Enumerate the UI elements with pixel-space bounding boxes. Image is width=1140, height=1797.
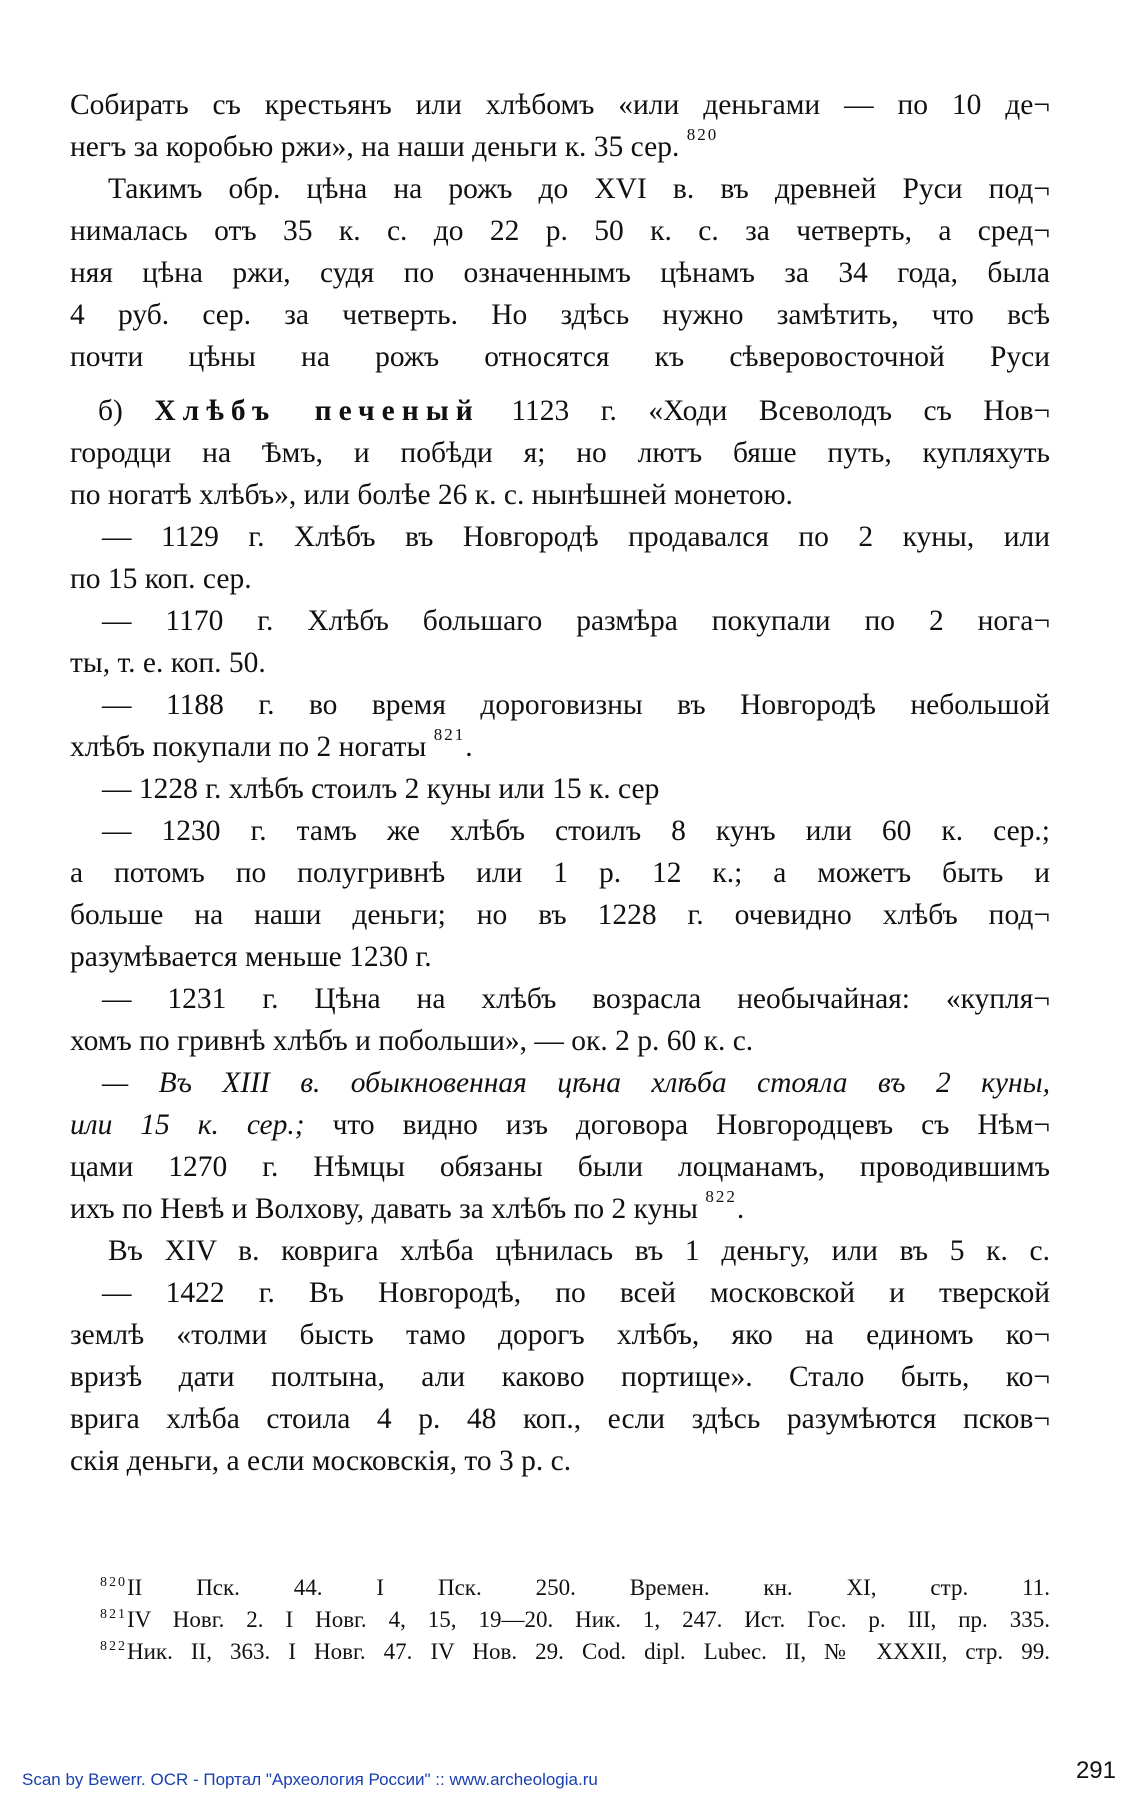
text-line: — 1129 г. Хлѣбъ въ Новгородѣ продавался по 2 куны, или — [102, 521, 1050, 553]
text-line: — 1231 г. Цѣна на хлѣбъ возрасла необычайная: «купля¬ — [102, 983, 1050, 1015]
footnote-ref: 822 — [705, 1187, 737, 1206]
footnote: $^{821}$IV Новг. 2. I Новг. 4, 15, 19—20. Ник. 1, 247. Ист. Гос. р. III, пр. 335. — [100, 1607, 1050, 1632]
footnote-number: 820 — [100, 1575, 127, 1590]
text-line: ихъ по Невѣ и Волхову, давать за хлѣбъ по 2 куны $^{822}$. — [70, 1187, 745, 1225]
page-body — [70, 84, 1050, 1482]
footnote-ref: 820 — [686, 125, 719, 144]
text-line: Въ XIV в. коврига хлѣба цѣнилась въ 1 деньгу, или въ 5 к. с. — [108, 1235, 1050, 1267]
text-line: или 15 к. сер.; что видно изъ договора Новгородцевъ съ Нѣм¬ — [70, 1109, 1050, 1141]
text-line: няя цѣна ржи, судя по означеннымъ цѣнамъ за 34 года, была — [70, 257, 1050, 289]
footnotes — [100, 1572, 1050, 1668]
text-line: — 1188 г. во время дороговизны въ Новгородѣ небольшой — [102, 689, 1050, 721]
footnote: $^{822}$Ник. II, 363. I Новг. 47. IV Нов. 29. Cod. dipl. Lubec. II, № XXXII, стр. 99. — [100, 1639, 1050, 1664]
text-line: разумѣвается меньше 1230 г. — [70, 941, 432, 973]
text-line: хомъ по гривнѣ хлѣбъ и побольши», — ок. 2 р. 60 к. с. — [70, 1025, 754, 1057]
text-line: ты, т. е. коп. 50. — [70, 647, 266, 679]
text-line: — 1170 г. Хлѣбъ большаго размѣра покупали по 2 нога¬ — [102, 605, 1050, 637]
text-line: скія деньги, а если московскія, то 3 р. с. — [70, 1445, 572, 1477]
footnote-number: 822 — [100, 1639, 127, 1654]
text-line: больше на наши деньги; но въ 1228 г. очевидно хлѣбъ под¬ — [70, 899, 1050, 931]
text-line: — 1422 г. Въ Новгородѣ, по всей московской и тверской — [102, 1277, 1050, 1309]
text-line: — 1230 г. тамъ же хлѣбъ стоилъ 8 кунъ или 60 к. сер.; — [102, 815, 1050, 847]
text-line: по 15 коп. сер. — [70, 563, 252, 595]
text-line: Собирать съ крестьянъ или хлѣбомъ «или деньгами — по 10 де¬ — [70, 89, 1050, 121]
text-line: а потомъ по полугривнѣ или 1 р. 12 к.; а можетъ быть и — [70, 857, 1050, 889]
text-line: нималась отъ 35 к. с. до 22 р. 50 к. с. за четверть, а сред¬ — [70, 215, 1050, 247]
page-number: 291 — [1075, 1757, 1116, 1784]
text-line: хлѣбъ покупали по 2 ногаты $^{821}$. — [70, 725, 473, 763]
text-line: — 1228 г. хлѣбъ стоилъ 2 куны или 15 к. сер — [102, 773, 660, 805]
text-line: Такимъ обр. цѣна на рожъ до XVI в. въ древней Руси под¬ — [108, 173, 1050, 205]
scan-credit: Scan by Bewerr. OCR - Портал "Археология России" :: www.archeologia.ru — [22, 1770, 598, 1789]
footnote-number: 821 — [100, 1607, 127, 1622]
text-line: по ногатѣ хлѣбъ», или болѣе 26 к. с. нынѣшней монетою. — [70, 479, 793, 511]
text-line: городци на Ѣмъ, и побѣди я; но лютъ бяше путь, купляхуть — [70, 437, 1050, 469]
footnote: $^{820}$II Пск. 44. I Пск. 250. Времен. кн. XI, стр. 11. — [100, 1575, 1050, 1600]
text-line: врига хлѣба стоила 4 р. 48 коп., если здѣсь разумѣются псков¬ — [70, 1403, 1050, 1435]
text-line: цами 1270 г. Нѣмцы обязаны были лоцманамъ, проводившимъ — [70, 1151, 1050, 1183]
text-line: — Въ XIII в. обыкновенная цѣна хлѣба стояла въ 2 куны, — [102, 1067, 1050, 1099]
text-line: вризѣ дати полтына, али каково портище». Стало быть, ко¬ — [70, 1361, 1050, 1393]
footnote-ref: 821 — [433, 725, 466, 744]
section-heading: Хлѣбъ печеный — [154, 395, 480, 427]
text-line: б) Хлѣбъ печеный 1123 г. «Ходи Всеволодъ съ Нов¬ — [98, 395, 1051, 427]
text-line: негъ за коробью ржи», на наши деньги к. 35 сер. $^{820}$ — [70, 125, 719, 163]
text-line: почти цѣны на рожъ относятся къ сѣверовосточной Руси — [70, 341, 1050, 373]
text-line: 4 руб. сер. за четверть. Но здѣсь нужно замѣтить, что всѣ — [70, 299, 1050, 331]
text-line: землѣ «толми бысть тамо дорогъ хлѣбъ, яко на единомъ ко¬ — [70, 1319, 1050, 1351]
